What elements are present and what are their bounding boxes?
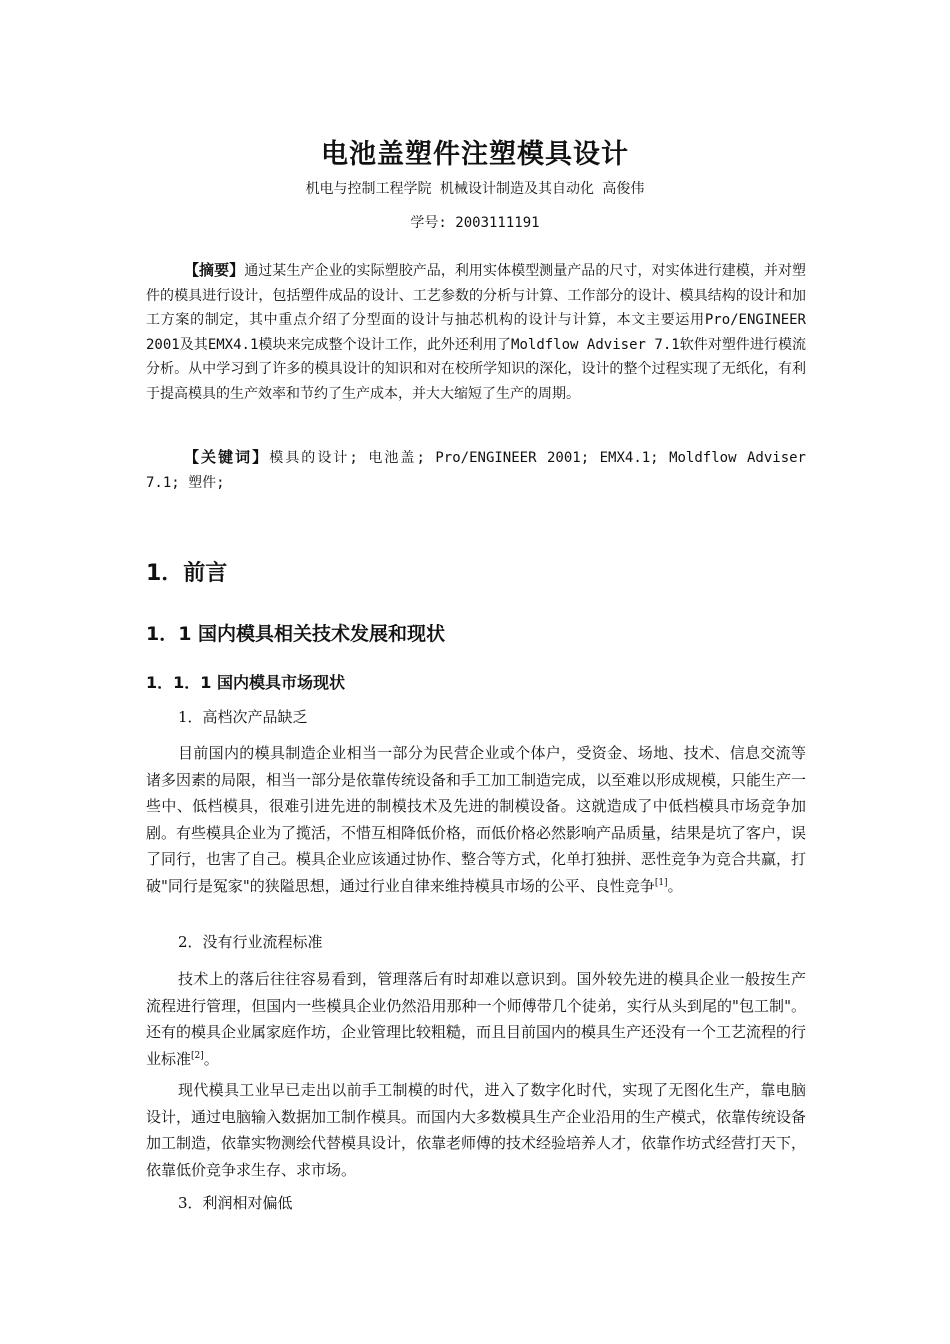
paragraph-3: 现代模具工业早已走出以前手工制模的时代，进入了数字化时代，实现了无图化生产，靠电脑设计，通过电脑输入数据加工制作模具。而国内大多数模具生产企业沿用的生产模式，依靠传统设备加工制造，依靠实物测绘代替模具设计，依靠老师傅的技术经验培养人才，依靠作坊式经营打天下，依靠低价竞争求生存、求市场。 [146, 1081, 807, 1179]
section-heading-1-1: 1．1 国内模具相关技术发展和现状 [146, 623, 446, 645]
keywords-label: 【关键词】 [184, 448, 270, 466]
citation-2: [2] [191, 1050, 204, 1061]
section-heading-1-1-1: 1．1．1 国内模具市场现状 [146, 673, 345, 692]
keywords [146, 445, 806, 495]
abstract-text: 通过某生产企业的实际塑胶产品，利用实体模型测量产品的尺寸，对实体进行建模，并对塑件的模具进行设计，包括塑件成品的设计、工艺参数的分析与计算、工作部分的设计、模具结构的设计和加工方案的制定，其中重点介绍了分型面的设计与抽芯机构的设计与计算，本文主要运用Pro/ENGINEER 2001及其EMX4.1模块来完成整个设计工作，此外还利用了Moldflow Adviser 7.1软件对塑件进行模流分析。从中学习到了许多的模具设计的知识和对在校所学知识的深化，设计的整个过程实现了无纸化，有利于提高模具的生产效率和节约了生产成本，并大大缩短了生产的周期。 [146, 263, 806, 402]
paragraph-2 [146, 966, 806, 1072]
author-affiliation: 机电与控制工程学院 机械设计制造及其自动化 高俊伟 [305, 181, 645, 197]
paragraph-2-end: 。 [203, 1049, 219, 1068]
paragraph-2-text: 技术上的落后往往容易看到，管理落后有时却难以意识到。国外较先进的模具企业一般按生产流程进行管理，但国内一些模具企业仍然沿用那种一个师傅带几个徒弟，实行从头到尾的"包工制"。还有的模具企业属家庭作坊，企业管理比较粗糙，而且目前国内的模具生产还没有一个工艺流程的行业标准 [146, 970, 807, 1068]
list-item-2: 2．没有行业流程标准 [178, 933, 323, 951]
paper-title: 电池盖塑件注塑模具设计 [321, 139, 629, 170]
citation-1: [1] [654, 877, 668, 888]
student-id: 学号: 2003111191 [410, 215, 540, 231]
keywords-text: 模具的设计; 电池盖; Pro/ENGINEER 2001; EMX4.1; Moldflow Adviser 7.1; 塑件; [146, 450, 806, 491]
abstract [146, 258, 806, 406]
paragraph-1-text: 目前国内的模具制造企业相当一部分为民营企业或个体户，受资金、场地、技术、信息交流等诸多因素的局限，相当一部分是依靠传统设备和手工加工制造完成，以至难以形成规模，只能生产一些中、低档模具，很难引进先进的制模技术及先进的制模设备。这就造成了中低档模具市场竞争加剧。有些模具企业为了揽活，不惜互相降低价格，而低价格必然影响产品质量，结果是坑了客户，误了同行，也害了自己。模具企业应该通过协作、整合等方式，化单打独拼、恶性竞争为竞合共赢，打破"同行是冤家"的狭隘思想，通过行业自律来维持模具市场的公平、良性竞争 [146, 744, 807, 895]
list-item-3: 3．利润相对偏低 [178, 1194, 293, 1212]
abstract-label: 【摘要】 [184, 261, 245, 279]
list-item-1: 1．高档次产品缺乏 [178, 708, 308, 726]
paragraph-1-end: 。 [667, 876, 683, 895]
section-heading-1: 1．前言 [146, 561, 228, 586]
paragraph-1 [146, 740, 806, 899]
